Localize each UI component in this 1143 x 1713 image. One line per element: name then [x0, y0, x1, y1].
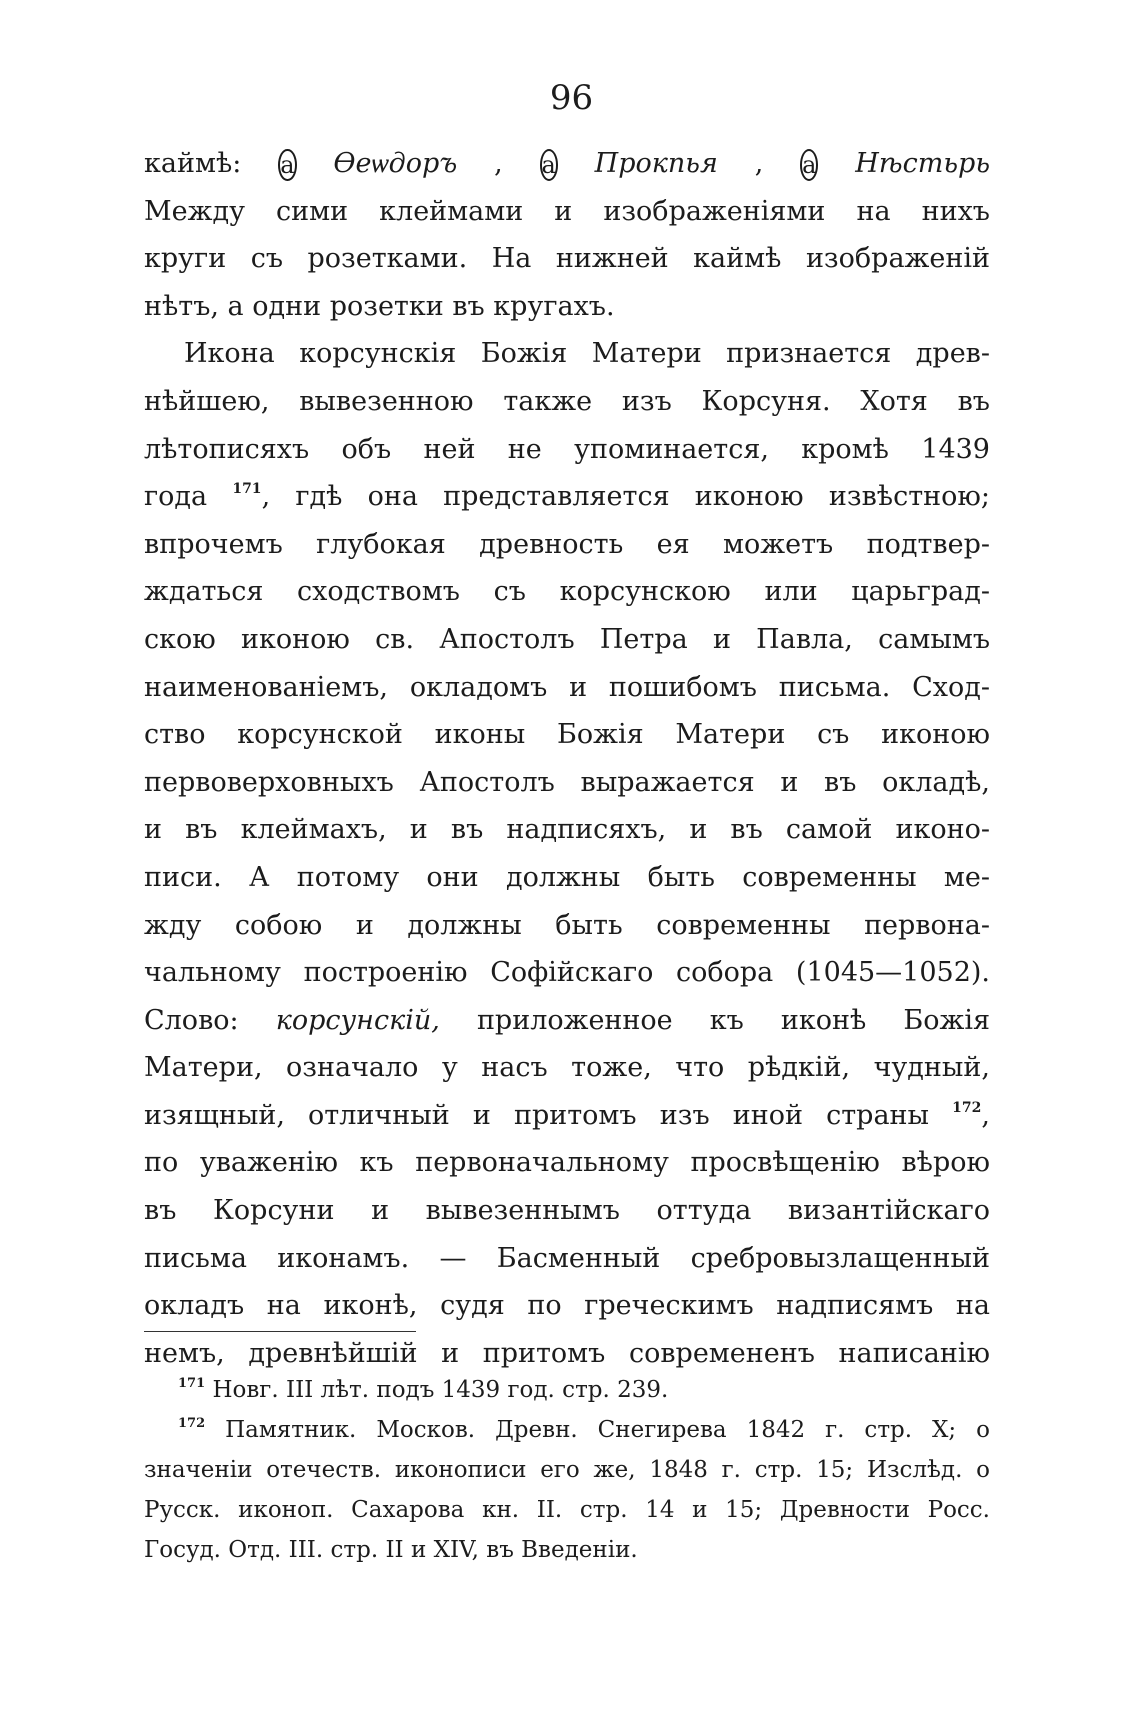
- text-line-footnote-ref-171: [144, 473, 990, 521]
- text-line: Икона корсунскія Божія Матери признается древ-: [184, 338, 990, 370]
- text-line: въ Корсуни и вывезеннымъ оттуда византійскаго: [144, 1195, 990, 1227]
- text-line: немъ, древнѣйшій и притомъ современенъ написанію: [144, 1337, 990, 1369]
- circled-letter-3: а: [802, 150, 817, 179]
- footnote-separator: [144, 1331, 416, 1332]
- text-line: лѣтописяхъ объ ней не упоминается, кромѣ 1439: [144, 433, 990, 465]
- text-line: наименованіемъ, окладомъ и пошибомъ письма. Сход-: [144, 671, 990, 703]
- text-line: окладъ на иконѣ, судя по греческимъ надписямъ на: [144, 1290, 990, 1322]
- footnote-171: [144, 1370, 990, 1410]
- italic-term: корсунскій,: [275, 1004, 440, 1036]
- text-fragment: ,: [981, 1099, 990, 1131]
- text-fragment: Слово:: [144, 1004, 239, 1036]
- text-fragment: изящный, отличный и притомъ изъ иной страны: [144, 1099, 930, 1131]
- footnote-line: значеніи отечеств. иконописи его же, 1848 г. стр. 15; Изслѣд. о: [144, 1457, 990, 1483]
- text-line: скою иконою св. Апостолъ Петра и Павла, самымъ: [144, 623, 990, 655]
- inscription-name-2: Прокпья: [594, 148, 718, 179]
- text-line-footnote-ref-172: [144, 1092, 990, 1140]
- main-text: [144, 140, 990, 1377]
- footnote-number-172: 172: [178, 1416, 206, 1431]
- circled-letter-1: а: [280, 150, 295, 179]
- inscription-name-1: Ѳеѡдоръ: [333, 148, 458, 179]
- footnote-172: [144, 1410, 990, 1450]
- text-fragment: , гдѣ она представляется иконою извѣстною;: [261, 481, 990, 513]
- footnotes: [144, 1370, 990, 1570]
- text-line: и въ клеймахъ, и въ надписяхъ, и въ самой иконо-: [144, 814, 990, 846]
- text-line: круги съ розетками. На нижней каймѣ изображеній: [144, 243, 990, 275]
- text-line: Между сими клеймами и изображеніями на нихъ: [144, 195, 990, 227]
- footnote-text: Новг. III лѣт. подъ 1439 год. стр. 239.: [212, 1377, 669, 1403]
- text-line: чальному построенію Софійскаго собора (1045—1052).: [144, 957, 990, 989]
- text-fragment: каймѣ:: [144, 148, 242, 179]
- text-line: нѣтъ, а одни розетки въ кругахъ.: [144, 290, 615, 322]
- footnote-line: Госуд. Отд. III. стр. II и XIV, въ Введеніи.: [144, 1537, 638, 1563]
- text-line: письма иконамъ. — Басменный сребровызлащенный: [144, 1242, 990, 1274]
- inscription-name-3: Нѣстьрь: [855, 148, 991, 179]
- text-line: нѣйшею, вывезенною также изъ Корсуня. Хотя въ: [144, 385, 990, 417]
- text-line: по уваженію къ первоначальному просвѣщенію вѣрою: [144, 1147, 990, 1179]
- text-line-inscriptions: [144, 140, 990, 188]
- separator: ,: [494, 148, 503, 179]
- text-line: ство корсунской иконы Божія Матери съ иконою: [144, 719, 990, 751]
- circled-letter-2: а: [541, 150, 556, 179]
- text-line: писи. А потому они должны быть современны ме-: [144, 861, 990, 893]
- text-fragment: года: [144, 481, 208, 513]
- footnote-ref-171: 171: [232, 481, 262, 498]
- footnote-line: Русск. иконоп. Сахарова кн. II. стр. 14 и 15; Древности Росс.: [144, 1497, 990, 1523]
- text-line: жду собою и должны быть современны первона-: [144, 909, 990, 941]
- text-line: Матери, означало у насъ тоже, что рѣдкій, чудный,: [144, 1052, 990, 1084]
- text-line-italic-term: [144, 997, 990, 1045]
- text-line: первоверховныхъ Апостолъ выражается и въ окладѣ,: [144, 766, 990, 798]
- text-line: впрочемъ глубокая древность ея можетъ подтвер-: [144, 528, 990, 560]
- footnote-text: Памятник. Москов. Древн. Снегирева 1842 г. стр. X; о: [225, 1417, 991, 1443]
- text-fragment: приложенное къ иконѣ Божія: [476, 1004, 991, 1036]
- separator: ,: [754, 148, 764, 179]
- footnote-ref-172: 172: [952, 1099, 982, 1116]
- text-line: ждаться сходствомъ съ корсунскою или царьград-: [144, 576, 990, 608]
- page-number: 96: [549, 78, 594, 118]
- footnote-number-171: 171: [178, 1376, 206, 1391]
